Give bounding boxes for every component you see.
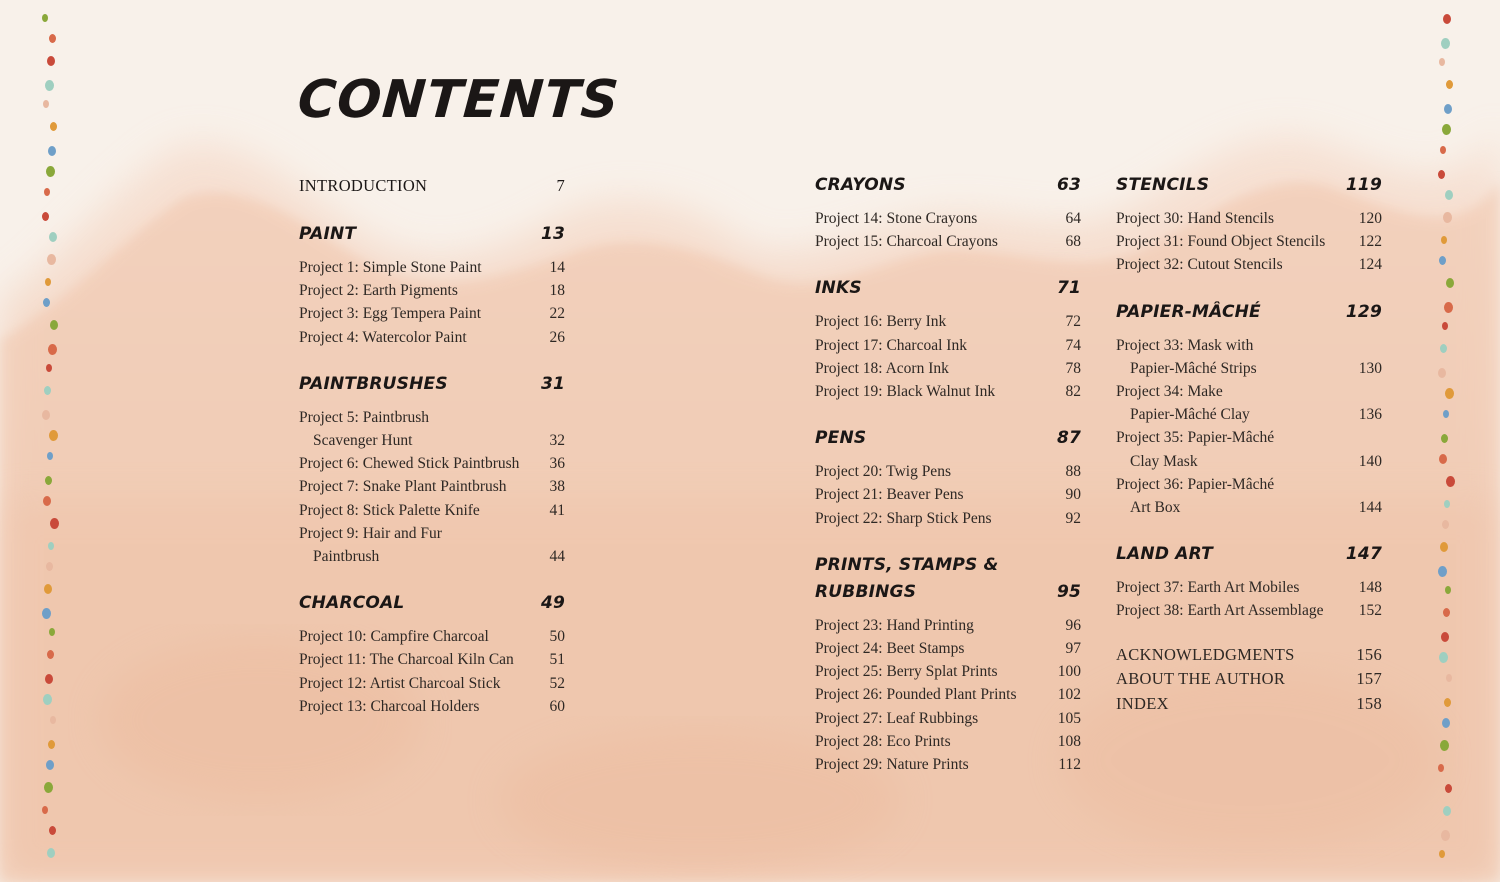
decorative-dot: [1438, 764, 1444, 772]
entry-page: 140: [1358, 452, 1382, 470]
toc-entry[interactable]: [1116, 253, 1382, 276]
entry-page: 60: [549, 697, 565, 715]
entry-page: 74: [1065, 336, 1081, 354]
toc-entry[interactable]: [815, 614, 1081, 637]
decorative-dot: [42, 608, 51, 619]
toc-entry[interactable]: [815, 507, 1081, 530]
entry-page: 51: [549, 651, 565, 669]
decorative-dot: [45, 674, 53, 684]
backmatter-entry[interactable]: [1116, 643, 1382, 668]
entry-title: Project 18: Acorn Ink: [815, 359, 949, 377]
entry-title: Project 5: Paintbrush Scavenger Hunt: [299, 408, 430, 450]
entry-title: Project 29: Nature Prints: [815, 756, 969, 774]
toc-entry[interactable]: [815, 460, 1081, 483]
decorative-dot: [49, 826, 56, 835]
section-page: 31: [540, 373, 565, 394]
toc-entry[interactable]: [815, 357, 1081, 380]
section-charcoal: [299, 590, 565, 718]
decorative-dot: [1441, 830, 1450, 841]
section-page: 13: [540, 224, 565, 244]
entry-title: Project 9: Hair and Fur Paintbrush: [299, 524, 442, 566]
section-title: PRINTS, STAMPS & RUBBINGS: [815, 554, 999, 602]
entry-title: Project 31: Found Object Stencils: [1116, 233, 1326, 251]
toc-entry[interactable]: [815, 637, 1081, 660]
decorative-dot: [46, 166, 55, 177]
entry-title: Project 3: Egg Tempera Paint: [299, 305, 482, 323]
decorative-dot: [48, 740, 55, 749]
decorative-dot: [47, 650, 54, 659]
entry-title: Project 1: Simple Stone Paint: [299, 259, 482, 276]
entry-title: Project 34: Make Papier-Mâché Clay: [1116, 383, 1250, 424]
entry-title: Project 32: Cutout Stencils: [1116, 256, 1283, 274]
toc-introduction[interactable]: [299, 172, 565, 199]
entry-page: 120: [1358, 210, 1382, 227]
entry-page: 82: [1065, 383, 1081, 401]
decorative-dot: [50, 122, 57, 131]
decorative-dot: [1443, 212, 1452, 223]
entry-title: Project 16: Berry Ink: [815, 313, 947, 331]
decorative-dot: [1443, 608, 1450, 617]
entry-list: [1116, 207, 1382, 277]
toc-entry[interactable]: [815, 730, 1081, 753]
section-title: PAINT: [299, 224, 357, 244]
entry-title: Project 19: Black Walnut Ink: [815, 383, 996, 401]
toc-entry[interactable]: [299, 256, 565, 279]
entry-page: 64: [1065, 210, 1081, 227]
decorative-dot: [50, 716, 56, 724]
entry-page: 144: [1358, 499, 1382, 517]
entry-title: Project 37: Earth Art Mobiles: [1116, 579, 1300, 597]
decorative-dot: [1446, 476, 1455, 487]
section-heading[interactable]: [815, 172, 1081, 199]
decorative-dot: [1440, 344, 1447, 353]
decorative-dot: [1439, 454, 1447, 464]
toc-entry[interactable]: [299, 522, 565, 568]
decorative-dot: [47, 848, 55, 858]
decorative-dot: [44, 386, 51, 395]
entry-page: 22: [549, 305, 565, 323]
page-title: CONTENTS: [295, 70, 622, 130]
entry-title: Project 27: Leaf Rubbings: [815, 709, 979, 727]
decorative-dot: [1444, 698, 1451, 707]
section-heading[interactable]: [815, 275, 1081, 302]
section-title: CHARCOAL: [299, 593, 405, 614]
decorative-dot: [44, 782, 53, 793]
toc-entry[interactable]: [1116, 473, 1382, 519]
section-heading[interactable]: [815, 552, 1081, 606]
introduction-label: INTRODUCTION: [299, 176, 428, 195]
backmatter-page: 158: [1356, 693, 1382, 713]
entry-title: Project 13: Charcoal Holders: [299, 697, 480, 715]
decorative-dot: [1439, 58, 1445, 66]
section-title: CRAYONS: [815, 175, 906, 195]
toc-entry[interactable]: [299, 648, 565, 671]
decorative-dot: [49, 628, 55, 636]
toc-column-2: [815, 172, 1081, 776]
decorative-dot: [1443, 806, 1451, 816]
decorative-dot-border-left: [38, 0, 68, 882]
decorative-dot: [1442, 322, 1448, 330]
decorative-dot: [45, 278, 51, 286]
decorative-dot: [1441, 236, 1447, 244]
toc-entry[interactable]: [815, 310, 1081, 333]
entry-title: Project 11: The Charcoal Kiln Can: [299, 651, 514, 669]
decorative-dot: [50, 518, 59, 529]
decorative-dot: [47, 56, 55, 66]
entry-title: Project 25: Berry Splat Prints: [815, 663, 998, 681]
section-title: PAINTBRUSHES: [299, 373, 448, 394]
section-heading[interactable]: [299, 590, 565, 617]
section-prints: [815, 552, 1081, 776]
section-pens: [815, 425, 1081, 530]
section-paint: [299, 221, 565, 349]
decorative-dot: [1446, 80, 1453, 89]
section-title: LAND ART: [1116, 544, 1213, 565]
section-page: 95: [1056, 581, 1081, 602]
toc-entry[interactable]: [299, 625, 565, 648]
entry-page: 90: [1065, 486, 1081, 504]
section-page: 129: [1345, 301, 1382, 322]
entry-page: 97: [1065, 640, 1081, 658]
introduction-page: 7: [556, 176, 565, 195]
entry-title: Project 22: Sharp Stick Pens: [815, 509, 992, 527]
backmatter-label: ACKNOWLEDGMENTS: [1116, 644, 1295, 664]
decorative-dot: [49, 34, 56, 43]
entry-page: 18: [549, 282, 565, 300]
entry-title: Project 23: Hand Printing: [815, 616, 974, 634]
section-crayons: [815, 172, 1081, 253]
decorative-dot: [1439, 652, 1448, 663]
section-stencils: [1116, 172, 1382, 277]
entry-page: 41: [549, 501, 565, 519]
decorative-dot: [1441, 38, 1450, 49]
toc-entry[interactable]: [1116, 599, 1382, 622]
entry-list: [299, 256, 565, 349]
entry-title: Project 33: Mask with Papier-Mâché Strips: [1116, 336, 1257, 377]
decorative-dot: [1445, 586, 1451, 594]
decorative-dot: [1444, 500, 1450, 508]
decorative-dot: [1438, 566, 1447, 577]
toc-entry[interactable]: [299, 672, 565, 695]
toc-entry[interactable]: [299, 452, 565, 475]
backmatter-label: INDEX: [1116, 693, 1169, 713]
decorative-dot: [1445, 388, 1454, 399]
decorative-dot: [1445, 190, 1453, 200]
entry-title: Project 28: Eco Prints: [815, 732, 951, 750]
entry-page: 136: [1358, 406, 1382, 424]
decorative-dot: [42, 806, 48, 814]
decorative-dot: [1444, 104, 1452, 114]
decorative-dot: [44, 584, 52, 594]
backmatter-entry[interactable]: [1116, 667, 1382, 692]
toc-entry[interactable]: [815, 380, 1081, 403]
backmatter-list: [1116, 643, 1382, 717]
toc-entry[interactable]: [815, 230, 1081, 253]
section-land-art: [1116, 541, 1382, 622]
decorative-dot: [48, 542, 54, 550]
decorative-dot: [1438, 170, 1445, 179]
section-paintbrushes: [299, 371, 565, 568]
decorative-dot: [43, 298, 50, 307]
entry-list: [299, 625, 565, 718]
decorative-dot: [45, 80, 54, 91]
entry-title: Project 38: Earth Art Assemblage: [1116, 602, 1324, 620]
section-heading[interactable]: [815, 425, 1081, 452]
entry-page: 148: [1358, 579, 1382, 597]
entry-list: [1116, 334, 1382, 520]
toc-entry[interactable]: [815, 753, 1081, 776]
entry-page: 124: [1358, 256, 1382, 274]
entry-title: Project 4: Watercolor Paint: [299, 328, 467, 346]
entry-title: Project 8: Stick Palette Knife: [299, 501, 480, 519]
section-page: 87: [1056, 428, 1081, 449]
decorative-dot-border-right: [1434, 0, 1464, 882]
entry-list: [815, 207, 1081, 253]
decorative-dot: [1440, 740, 1449, 751]
section-papier-mache: [1116, 299, 1382, 520]
decorative-dot: [42, 212, 49, 221]
entry-page: 72: [1065, 313, 1081, 331]
section-title: PENS: [815, 428, 867, 449]
entry-page: 112: [1058, 756, 1081, 774]
decorative-dot: [48, 146, 56, 156]
entry-page: 78: [1065, 359, 1081, 377]
entry-page: 44: [549, 548, 565, 566]
section-heading[interactable]: [1116, 541, 1382, 568]
decorative-dot: [43, 694, 52, 705]
entry-list: [815, 310, 1081, 403]
toc-entry[interactable]: [1116, 576, 1382, 599]
entry-title: Project 10: Campfire Charcoal: [299, 628, 489, 646]
section-heading[interactable]: [1116, 172, 1382, 199]
decorative-dot: [1440, 542, 1448, 552]
backmatter-page: 157: [1356, 669, 1382, 689]
toc-entry[interactable]: [1116, 334, 1382, 380]
toc-entry[interactable]: [299, 326, 565, 349]
toc-entry[interactable]: [299, 475, 565, 498]
entry-page: 52: [549, 674, 565, 692]
decorative-dot: [42, 410, 50, 420]
decorative-dot: [1442, 124, 1451, 135]
backmatter-page: 156: [1356, 644, 1382, 664]
entry-title: Project 30: Hand Stencils: [1116, 210, 1274, 227]
section-inks: [815, 275, 1081, 403]
entry-title: Project 26: Pounded Plant Prints: [815, 686, 1017, 704]
entry-page: 50: [549, 628, 565, 646]
decorative-dot: [45, 476, 52, 485]
toc-entry[interactable]: [299, 302, 565, 325]
entry-page: 96: [1065, 616, 1081, 634]
section-page: 63: [1056, 175, 1081, 195]
toc-column-1: [299, 172, 565, 718]
decorative-dot: [1442, 520, 1449, 529]
decorative-dot: [46, 760, 54, 770]
decorative-dot: [43, 100, 49, 108]
entry-page: 130: [1358, 359, 1382, 377]
decorative-dot: [1440, 146, 1446, 154]
decorative-dot: [1438, 368, 1446, 378]
entry-title: Project 6: Chewed Stick Paintbrush: [299, 455, 520, 473]
decorative-dot: [1439, 850, 1445, 858]
decorative-dot: [47, 452, 53, 460]
section-heading[interactable]: [1116, 299, 1382, 326]
toc-entry[interactable]: [815, 334, 1081, 357]
decorative-dot: [42, 14, 48, 22]
decorative-dot: [1443, 410, 1449, 418]
decorative-dot: [49, 232, 57, 242]
entry-page: 14: [549, 259, 565, 276]
section-page: 71: [1056, 278, 1081, 299]
entry-page: 26: [549, 328, 565, 346]
entry-list: [815, 614, 1081, 776]
entry-title: Project 20: Twig Pens: [815, 463, 951, 481]
decorative-dot: [1444, 302, 1453, 313]
decorative-dot: [1442, 718, 1450, 728]
entry-page: 102: [1057, 686, 1081, 704]
decorative-dot: [1441, 434, 1448, 443]
section-page: 147: [1345, 544, 1382, 565]
toc-entry[interactable]: [815, 207, 1081, 230]
entry-title: Project 35: Papier-Mâché Clay Mask: [1116, 429, 1275, 470]
entry-title: Project 36: Papier-Mâché Art Box: [1116, 475, 1275, 517]
toc-entry[interactable]: [299, 406, 565, 452]
section-heading[interactable]: [299, 221, 565, 248]
toc-entry[interactable]: [815, 683, 1081, 706]
decorative-dot: [46, 562, 53, 571]
toc-column-3: [1116, 172, 1382, 716]
section-title: STENCILS: [1116, 175, 1210, 195]
entry-title: Project 7: Snake Plant Paintbrush: [299, 478, 507, 496]
entry-page: 152: [1358, 602, 1382, 620]
toc-entry[interactable]: [1116, 207, 1382, 230]
toc-entry[interactable]: [815, 660, 1081, 683]
decorative-dot: [1446, 278, 1454, 288]
entry-list: [815, 460, 1081, 530]
toc-entry[interactable]: [299, 279, 565, 302]
entry-title: Project 12: Artist Charcoal Stick: [299, 674, 501, 692]
backmatter-entry[interactable]: [1116, 692, 1382, 717]
entry-page: 88: [1065, 463, 1081, 481]
section-title: PAPIER-MÂCHÉ: [1116, 301, 1261, 322]
entry-title: Project 14: Stone Crayons: [815, 210, 978, 227]
entry-page: 38: [549, 478, 565, 496]
entry-title: Project 24: Beet Stamps: [815, 640, 965, 658]
entry-list: [1116, 576, 1382, 622]
decorative-dot: [1443, 14, 1451, 24]
entry-page: 100: [1057, 663, 1081, 681]
entry-page: 122: [1358, 233, 1382, 251]
entry-page: 36: [549, 455, 565, 473]
toc-entry[interactable]: [1116, 380, 1382, 426]
toc-entry[interactable]: [1116, 230, 1382, 253]
entry-page: 108: [1057, 732, 1081, 750]
entry-page: 68: [1065, 233, 1081, 251]
section-heading[interactable]: [299, 371, 565, 398]
entry-title: Project 2: Earth Pigments: [299, 282, 458, 300]
entry-page: 105: [1057, 709, 1081, 727]
toc-entry[interactable]: [299, 695, 565, 718]
decorative-dot: [46, 364, 52, 372]
decorative-dot: [50, 320, 58, 330]
decorative-dot: [1439, 256, 1446, 265]
toc-entry[interactable]: [1116, 426, 1382, 472]
entry-list: [299, 406, 565, 568]
entry-title: Project 15: Charcoal Crayons: [815, 233, 998, 251]
decorative-dot: [49, 430, 58, 441]
section-title: INKS: [815, 278, 862, 299]
decorative-dot: [1441, 632, 1449, 642]
section-page: 49: [540, 593, 565, 614]
section-page: 119: [1345, 175, 1382, 195]
entry-title: Project 21: Beaver Pens: [815, 486, 964, 504]
entry-title: Project 17: Charcoal Ink: [815, 336, 967, 354]
decorative-dot: [43, 496, 51, 506]
decorative-dot: [47, 254, 56, 265]
entry-page: 92: [1065, 509, 1081, 527]
backmatter-label: ABOUT THE AUTHOR: [1116, 669, 1286, 689]
decorative-dot: [1445, 784, 1452, 793]
toc-entry[interactable]: [815, 707, 1081, 730]
decorative-dot: [1446, 674, 1452, 682]
entry-page: 32: [549, 432, 565, 450]
decorative-dot: [44, 188, 50, 196]
toc-entry[interactable]: [815, 483, 1081, 506]
decorative-dot: [48, 344, 57, 355]
toc-entry[interactable]: [299, 499, 565, 522]
